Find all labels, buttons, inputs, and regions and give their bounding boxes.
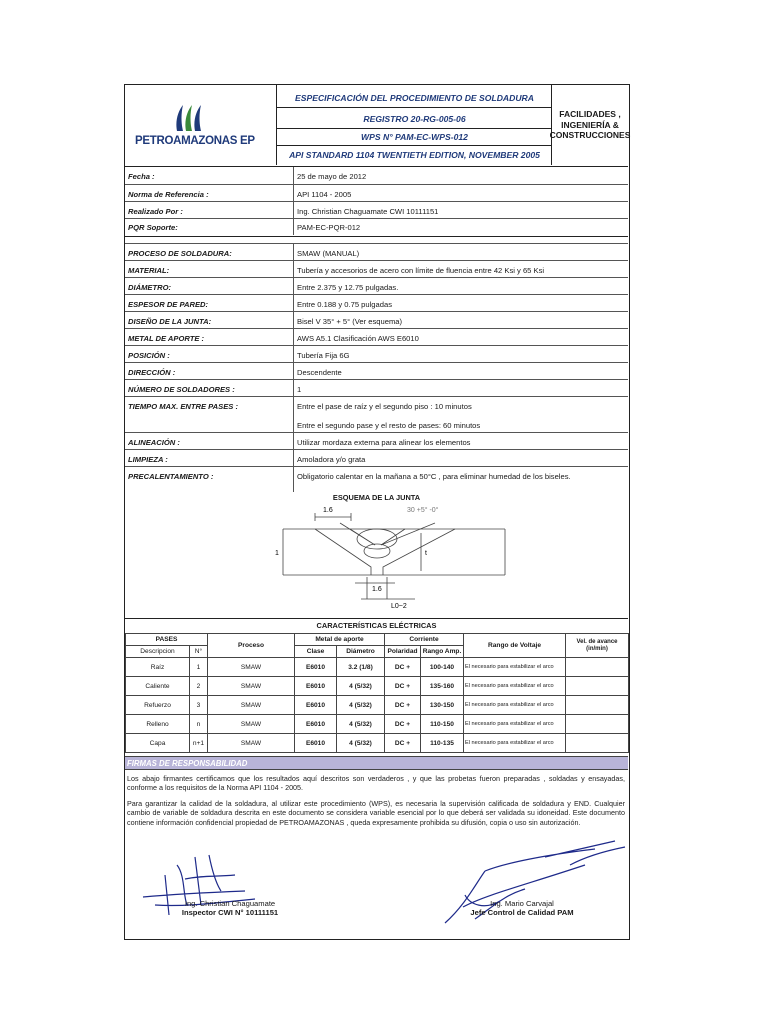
divider bbox=[277, 128, 552, 129]
param-label: PROCESO DE SOLDADURA: bbox=[128, 249, 232, 258]
bevel-joint-figure bbox=[125, 499, 628, 619]
divider bbox=[277, 107, 552, 108]
param-value: Entre el pase de raíz y el segundo piso : 10 minutos bbox=[297, 402, 472, 411]
col-header: Vel. de avance (in/min) bbox=[566, 634, 629, 658]
cell-proc: SMAW bbox=[208, 696, 295, 715]
signer-name: Ing. Mario Carvajal bbox=[490, 899, 554, 908]
param-label: PRECALENTAMIENTO : bbox=[128, 472, 214, 481]
cell-proc: SMAW bbox=[208, 734, 295, 753]
cell-proc: SMAW bbox=[208, 715, 295, 734]
cell-av bbox=[566, 658, 629, 677]
param-value: Tubería y accesorios de acero con límite de fluencia entre 42 Ksi y 65 Ksi bbox=[297, 266, 545, 275]
param-value: Entre 2.375 y 12.75 pulgadas. bbox=[297, 283, 399, 292]
cell-proc: SMAW bbox=[208, 658, 295, 677]
cell-proc: SMAW bbox=[208, 677, 295, 696]
param-row bbox=[125, 261, 628, 278]
cell-volt: El necesario para estabilizar el arco bbox=[464, 715, 566, 734]
cell-clase: E6010 bbox=[295, 715, 337, 734]
param-label: ALINEACIÓN : bbox=[128, 438, 180, 447]
param-value: Amoladora y/o grata bbox=[297, 455, 366, 464]
signature-inspector bbox=[155, 899, 305, 917]
param-value: Descendente bbox=[297, 368, 342, 377]
table-row bbox=[126, 734, 629, 753]
cell-volt: El necesario para estabilizar el arco bbox=[464, 696, 566, 715]
cell-diam: 4 (5/32) bbox=[337, 677, 385, 696]
wps-document bbox=[124, 84, 630, 940]
param-row bbox=[125, 278, 628, 295]
cell-av bbox=[566, 696, 629, 715]
param-row bbox=[125, 312, 628, 329]
info-label: PQR Soporte: bbox=[128, 223, 178, 232]
param-row bbox=[125, 433, 628, 450]
param-label: POSICIÓN : bbox=[128, 351, 170, 360]
general-info bbox=[125, 167, 628, 237]
root-face-label: L0~2 bbox=[391, 603, 407, 610]
cell-clase: E6010 bbox=[295, 734, 337, 753]
side-label: 1 bbox=[275, 550, 279, 557]
col-header: Rango Amp. bbox=[421, 646, 464, 658]
cell-desc: Caliente bbox=[126, 677, 190, 696]
info-value: Ing. Christian Chaguamate CWI 10111151 bbox=[297, 207, 439, 216]
logo-wordmark: PETROAMAZONAS EP bbox=[135, 135, 255, 147]
col-header: PASES bbox=[126, 634, 208, 646]
param-row bbox=[125, 363, 628, 380]
cell-n: 2 bbox=[190, 677, 208, 696]
cell-clase: E6010 bbox=[295, 696, 337, 715]
param-value: Bisel V 35° + 5° (Ver esquema) bbox=[297, 317, 403, 326]
info-label: Norma de Referencia : bbox=[128, 190, 209, 199]
disclaimer-text: Para garantizar la calidad de la soldadura, al utilizar este procedimiento (WPS), es necesaria la supervisión calificada de soldadura y END. Cualquier cambio de variable de soldadura descrita en este documento se considera variable esencial por lo que deberá ser validada su idoneidad. Este documento contiene información confidencial propiedad de PETROAMAZONAS , queda expresamente prohibida su difusión, copia o uso sin autorización. bbox=[127, 799, 625, 827]
cell-volt: El necesario para estabilizar el arco bbox=[464, 734, 566, 753]
electrical-table bbox=[125, 633, 629, 753]
cell-amp: 135-160 bbox=[421, 677, 464, 696]
info-value: PAM-EC-PQR-012 bbox=[297, 223, 361, 232]
table-row bbox=[126, 677, 629, 696]
department-label: FACILIDADES , INGENIERÍA & CONSTRUCCIONES bbox=[549, 109, 631, 141]
param-row bbox=[125, 244, 628, 261]
cell-volt: El necesario para estabilizar el arco bbox=[464, 658, 566, 677]
divider bbox=[277, 145, 552, 146]
param-label: ESPESOR DE PARED: bbox=[128, 300, 209, 309]
cell-pol: DC + bbox=[385, 734, 421, 753]
info-value: 25 de mayo de 2012 bbox=[297, 172, 367, 181]
param-value: Entre 0.188 y 0.75 pulgadas bbox=[297, 300, 392, 309]
param-value: Utilizar mordaza externa para alinear los elementos bbox=[297, 438, 471, 447]
info-row bbox=[125, 167, 628, 185]
electrical-title: CARACTERÍSTICAS ELÉCTRICAS bbox=[316, 621, 437, 630]
col-header: Descripcion bbox=[126, 646, 190, 658]
param-value: Entre el segundo pase y el resto de pases: 60 minutos bbox=[297, 421, 481, 430]
cell-pol: DC + bbox=[385, 677, 421, 696]
certification-text: Los abajo firmantes certificamos que los resultados aquí descritos son verdaderos , y que las probetas fueron preparadas , soldadas y ensayadas, conforme a los requisitos de la Norma API 1104 - 2005. bbox=[127, 774, 625, 793]
cell-amp: 110-150 bbox=[421, 715, 464, 734]
param-row bbox=[125, 397, 628, 414]
param-value: Tubería Fija 6G bbox=[297, 351, 350, 360]
signatures-band: FIRMAS DE RESPONSABILIDAD bbox=[125, 756, 628, 770]
cell-clase: E6010 bbox=[295, 658, 337, 677]
param-label: NÚMERO DE SOLDADORES : bbox=[128, 385, 235, 394]
param-row bbox=[125, 467, 628, 484]
cell-diam: 4 (5/32) bbox=[337, 715, 385, 734]
cell-desc: Refuerzo bbox=[126, 696, 190, 715]
col-header: Clase bbox=[295, 646, 337, 658]
table-header-row bbox=[126, 634, 629, 646]
doc-title: ESPECIFICACIÓN DEL PROCEDIMIENTO DE SOLDADURA bbox=[295, 93, 534, 103]
table-row bbox=[126, 696, 629, 715]
cell-av bbox=[566, 715, 629, 734]
root-gap-label: 1.6 bbox=[372, 586, 382, 593]
cell-n: n bbox=[190, 715, 208, 734]
signer-title: Jefe Control de Calidad PAM bbox=[470, 908, 574, 917]
info-label: Fecha : bbox=[128, 172, 155, 181]
joint-diagram bbox=[125, 499, 628, 619]
col-header: Metal de aporte bbox=[295, 634, 385, 646]
process-params bbox=[125, 243, 628, 491]
signer-name: Ing. Christian Chaguamate bbox=[184, 899, 276, 908]
cell-diam: 4 (5/32) bbox=[337, 696, 385, 715]
param-row bbox=[125, 450, 628, 467]
info-row bbox=[125, 219, 628, 235]
petroamazonas-logo-icon bbox=[169, 103, 209, 133]
param-label: DIRECCIÓN : bbox=[128, 368, 176, 377]
cell-desc: Raíz bbox=[126, 658, 190, 677]
registro-code: REGISTRO 20-RG-005-06 bbox=[363, 114, 466, 124]
col-header: Proceso bbox=[208, 634, 295, 658]
param-value: SMAW (MANUAL) bbox=[297, 249, 360, 258]
param-value: 1 bbox=[297, 385, 302, 394]
diagram-title: ESQUEMA DE LA JUNTA bbox=[332, 493, 421, 502]
param-label: MATERIAL: bbox=[128, 266, 170, 275]
cell-diam: 4 (5/32) bbox=[337, 734, 385, 753]
param-label: METAL DE APORTE : bbox=[128, 334, 205, 343]
table-row bbox=[126, 715, 629, 734]
param-label: LIMPIEZA : bbox=[128, 455, 168, 464]
info-row bbox=[125, 202, 628, 219]
header-titles bbox=[277, 85, 552, 165]
col-header: Rango de Voltaje bbox=[464, 634, 566, 658]
param-row bbox=[125, 416, 628, 433]
cell-amp: 130-150 bbox=[421, 696, 464, 715]
cell-diam: 3.2 (1/8) bbox=[337, 658, 385, 677]
cell-pol: DC + bbox=[385, 715, 421, 734]
wps-code: WPS N° PAM-EC-WPS-012 bbox=[361, 132, 468, 142]
param-label: DISEÑO DE LA JUNTA: bbox=[128, 317, 212, 326]
col-header: Diámetro bbox=[337, 646, 385, 658]
cell-av bbox=[566, 677, 629, 696]
cell-pol: DC + bbox=[385, 658, 421, 677]
signer-title: Inspector CWI N° 10111151 bbox=[181, 908, 279, 917]
thickness-label: t bbox=[425, 550, 427, 557]
table-row bbox=[126, 658, 629, 677]
cell-clase: E6010 bbox=[295, 677, 337, 696]
dim-top-label: 1.6 bbox=[323, 507, 333, 514]
param-row bbox=[125, 329, 628, 346]
cell-amp: 100-140 bbox=[421, 658, 464, 677]
cell-n: n+1 bbox=[190, 734, 208, 753]
col-header: Polaridad bbox=[385, 646, 421, 658]
cell-n: 1 bbox=[190, 658, 208, 677]
standard-ref: API STANDARD 1104 TWENTIETH EDITION, NOVEMBER 2005 bbox=[289, 150, 540, 160]
param-value: Obligatorio calentar en la mañana a 50°C , para eliminar humedad de los biseles. bbox=[297, 472, 571, 481]
col-header: N° bbox=[190, 646, 208, 658]
cell-desc: Capa bbox=[126, 734, 190, 753]
info-value: API 1104 - 2005 bbox=[297, 190, 352, 199]
info-label: Realizado Por : bbox=[128, 207, 183, 216]
cell-av bbox=[566, 734, 629, 753]
cell-pol: DC + bbox=[385, 696, 421, 715]
logo-block bbox=[125, 85, 277, 165]
param-label: TIEMPO MAX. ENTRE PASES : bbox=[128, 402, 238, 411]
bevel-angle-label: 30 +5° -0° bbox=[407, 507, 439, 514]
col-header: Corriente bbox=[385, 634, 464, 646]
cell-volt: El necesario para estabilizar el arco bbox=[464, 677, 566, 696]
param-value: AWS A5.1 Clasificación AWS E6010 bbox=[297, 334, 419, 343]
cell-amp: 110-135 bbox=[421, 734, 464, 753]
param-row bbox=[125, 346, 628, 363]
document-header bbox=[125, 85, 631, 167]
signature-drawings bbox=[125, 835, 628, 935]
cell-n: 3 bbox=[190, 696, 208, 715]
param-row bbox=[125, 380, 628, 397]
signature-qc-chief bbox=[447, 899, 597, 917]
cell-desc: Relleno bbox=[126, 715, 190, 734]
param-row bbox=[125, 295, 628, 312]
param-label: DIÁMETRO: bbox=[128, 283, 172, 292]
info-row bbox=[125, 185, 628, 202]
